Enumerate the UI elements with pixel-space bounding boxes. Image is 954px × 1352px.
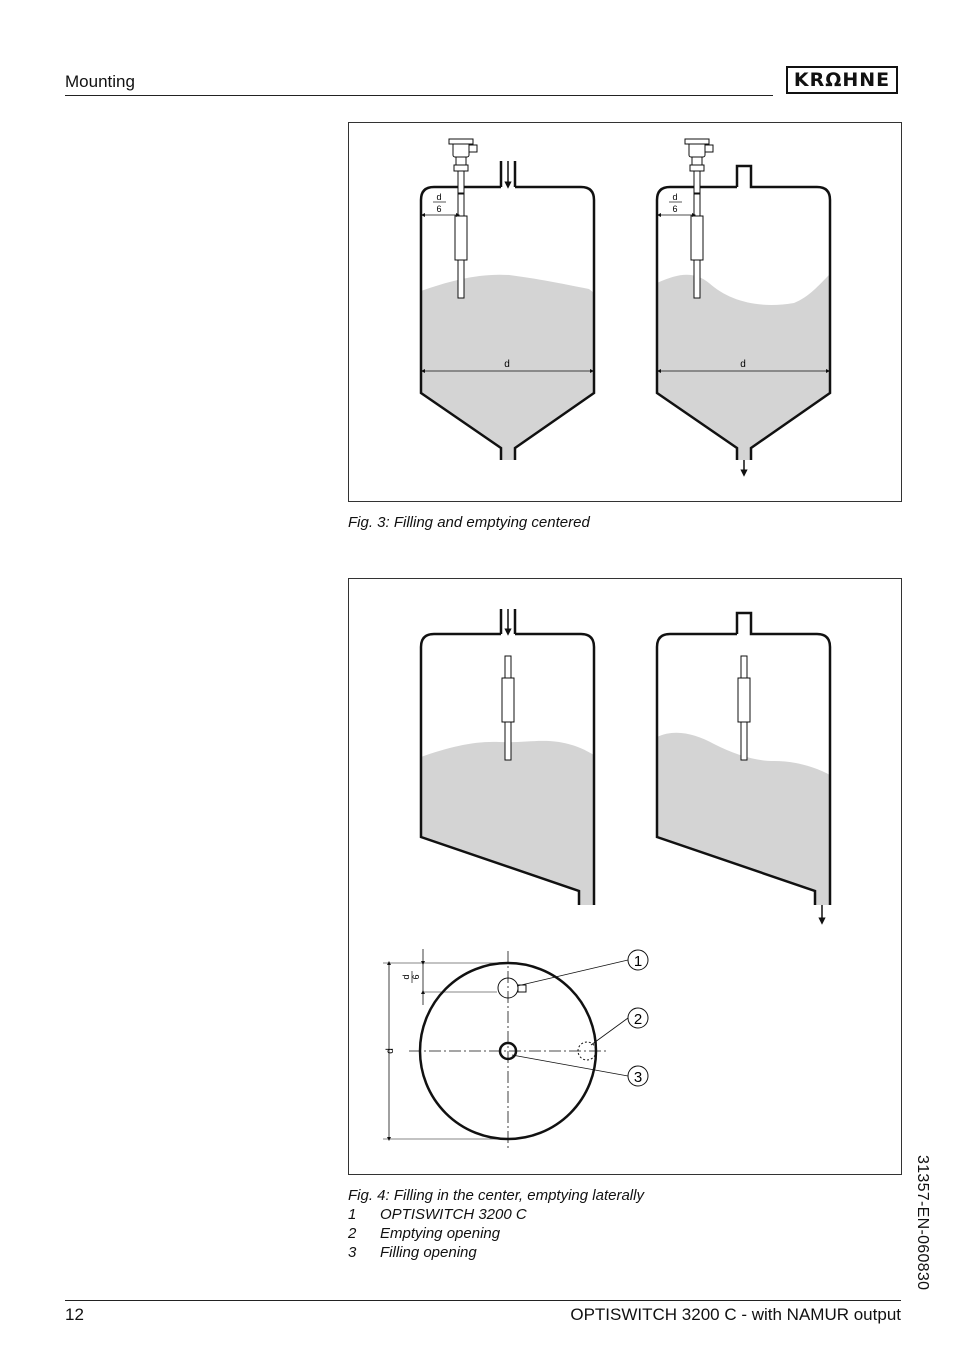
figure-4	[348, 578, 902, 1175]
tank-top-view	[383, 949, 607, 1151]
optiswitch-sensor	[449, 139, 477, 298]
dim-fraction-den: 6	[411, 974, 421, 980]
dim-fraction-den: 6	[436, 204, 442, 214]
page-number: 12	[65, 1305, 84, 1324]
dim-fraction-num: d	[436, 192, 442, 202]
header-divider	[65, 95, 773, 96]
figure-4-legend	[348, 1205, 527, 1262]
document-code: 31357-EN-060830	[914, 1155, 931, 1291]
callout-1	[628, 950, 648, 970]
dim-diameter-label: d	[504, 359, 510, 370]
footer-product-title: OPTISWITCH 3200 C - with NAMUR output	[570, 1305, 901, 1324]
krohne-logo: KRΩHNE	[786, 66, 898, 94]
figure-4-caption: Fig. 4: Filling in the center, emptying laterally	[348, 1187, 644, 1204]
optiswitch-sensor	[685, 139, 713, 298]
legend-number: 3	[348, 1244, 357, 1261]
callout-leaders	[512, 960, 628, 1076]
optiswitch-sensor	[738, 656, 750, 760]
legend-item	[348, 1243, 527, 1262]
figure-3-drawing	[349, 123, 901, 501]
callout-2	[628, 1008, 648, 1028]
dim-fraction-num: d	[672, 192, 678, 202]
dim-diameter-label: d	[740, 359, 746, 370]
dim-fraction-num: d	[401, 974, 411, 980]
callout-number: 3	[633, 1069, 643, 1086]
legend-number: 1	[348, 1206, 357, 1223]
liquid-fill	[421, 741, 594, 905]
callout-3	[628, 1066, 648, 1086]
dim-diameter-label: d	[385, 1048, 396, 1054]
wall-distance-dimension	[423, 192, 458, 215]
legend-text: Emptying opening	[380, 1225, 501, 1242]
figure-3	[348, 122, 902, 502]
wall-distance-dimension	[659, 192, 694, 215]
legend-item	[348, 1205, 527, 1224]
callout-number: 1	[633, 953, 643, 970]
legend-item	[348, 1224, 527, 1243]
legend-text: Filling opening	[380, 1244, 477, 1261]
footer-divider	[65, 1300, 901, 1301]
section-title: Mounting	[65, 72, 135, 91]
callout-number: 2	[633, 1011, 643, 1028]
dim-fraction-den: 6	[672, 204, 678, 214]
figure-4-drawing	[349, 579, 901, 1174]
figure-3-caption: Fig. 3: Filling and emptying centered	[348, 514, 590, 531]
legend-text: OPTISWITCH 3200 C	[380, 1206, 527, 1223]
legend-number: 2	[348, 1225, 357, 1242]
